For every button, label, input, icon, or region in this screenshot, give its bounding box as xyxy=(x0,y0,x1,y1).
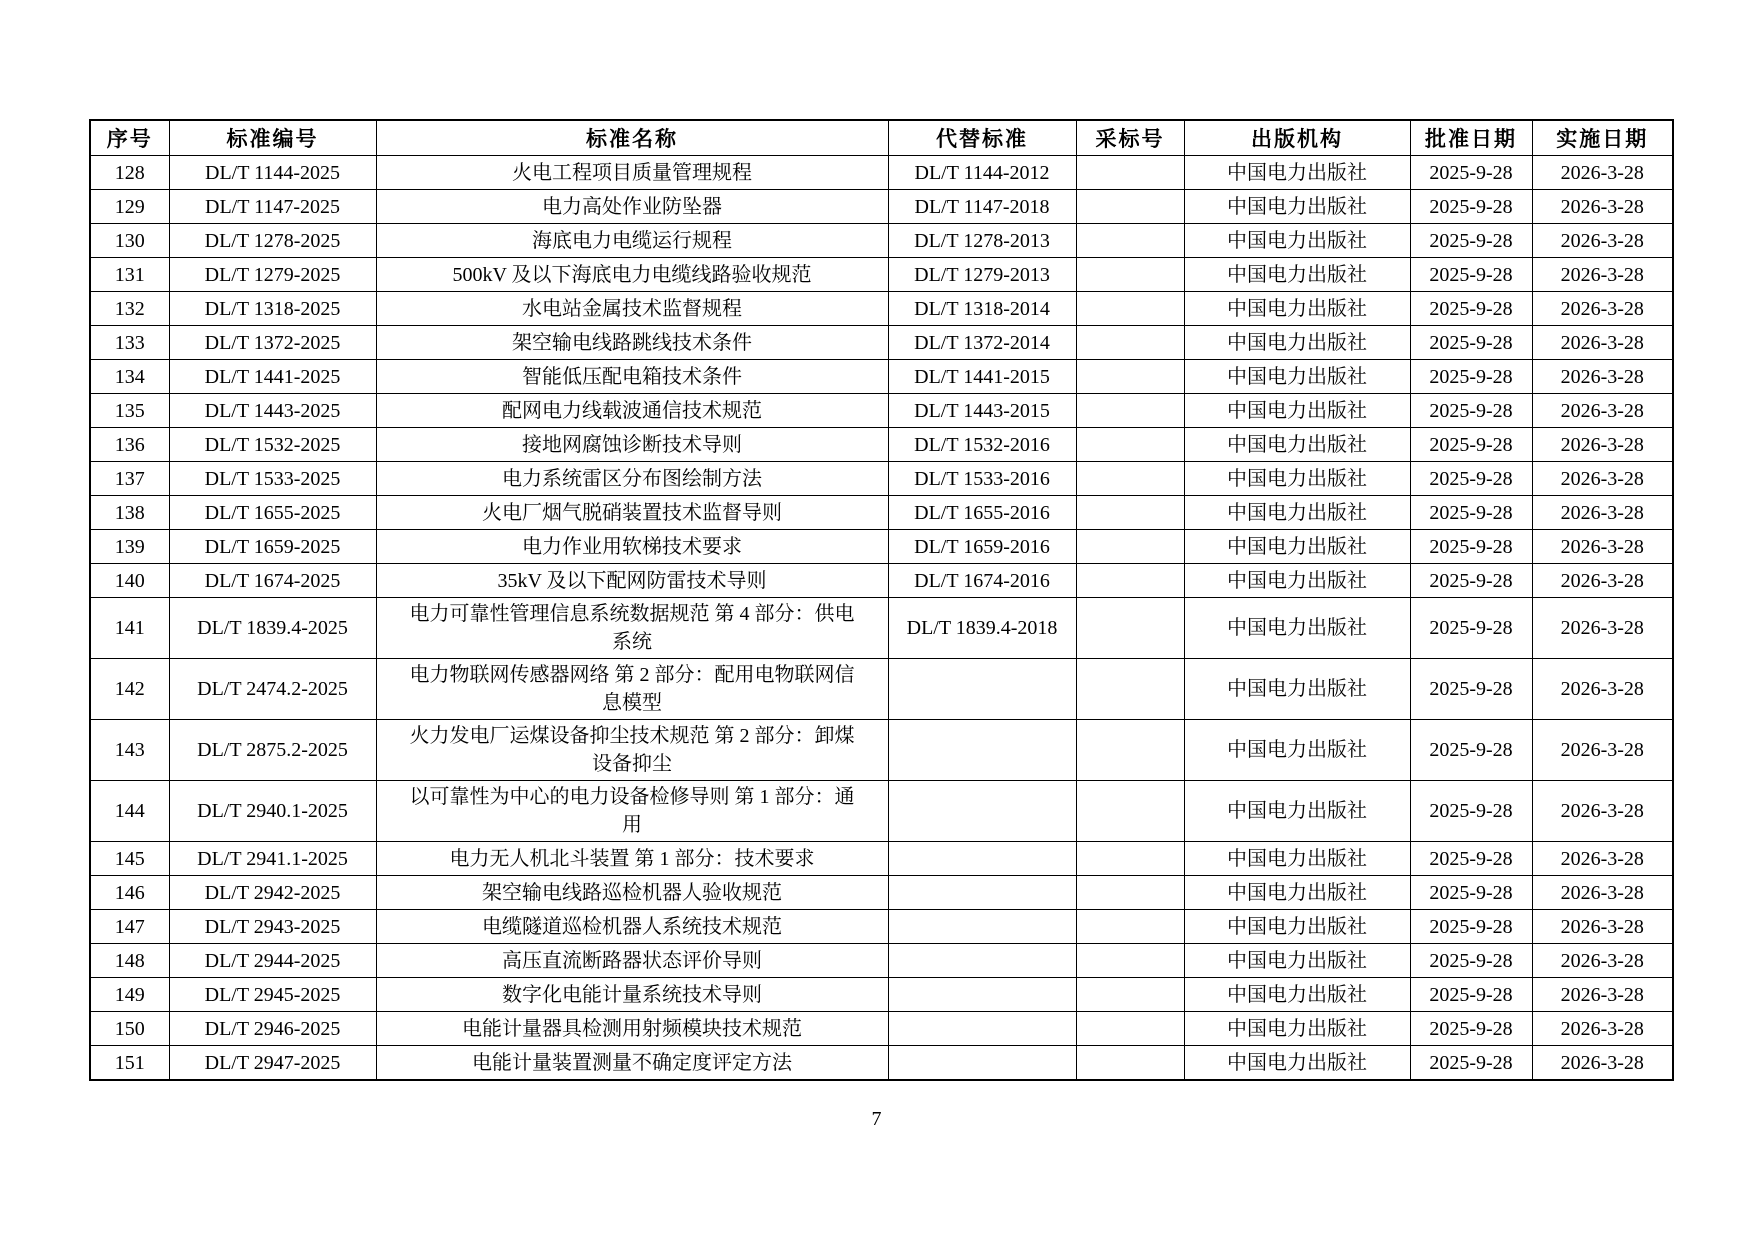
table-row xyxy=(90,326,1673,360)
cell-adopted xyxy=(1076,944,1184,978)
cell-no: 138 xyxy=(90,496,169,530)
cell-name: 架空输电线路巡检机器人验收规范 xyxy=(376,876,888,910)
cell-code: DL/T 2944-2025 xyxy=(169,944,376,978)
cell-approved: 2025-9-28 xyxy=(1410,910,1532,944)
cell-adopted xyxy=(1076,781,1184,842)
cell-name: 电能计量器具检测用射频模块技术规范 xyxy=(376,1012,888,1046)
cell-adopted xyxy=(1076,842,1184,876)
cell-approved: 2025-9-28 xyxy=(1410,530,1532,564)
table-row xyxy=(90,258,1673,292)
cell-name: 海底电力电缆运行规程 xyxy=(376,224,888,258)
cell-code: DL/T 1144-2025 xyxy=(169,156,376,190)
column-header-publisher: 出版机构 xyxy=(1184,120,1410,156)
cell-publisher: 中国电力出版社 xyxy=(1184,156,1410,190)
cell-approved: 2025-9-28 xyxy=(1410,394,1532,428)
cell-effective: 2026-3-28 xyxy=(1532,910,1673,944)
cell-code: DL/T 1674-2025 xyxy=(169,564,376,598)
cell-replaces xyxy=(888,720,1076,781)
cell-effective: 2026-3-28 xyxy=(1532,876,1673,910)
cell-publisher: 中国电力出版社 xyxy=(1184,564,1410,598)
cell-no: 151 xyxy=(90,1046,169,1081)
cell-replaces: DL/T 1532-2016 xyxy=(888,428,1076,462)
cell-publisher: 中国电力出版社 xyxy=(1184,720,1410,781)
cell-publisher: 中国电力出版社 xyxy=(1184,224,1410,258)
cell-adopted xyxy=(1076,190,1184,224)
cell-adopted xyxy=(1076,978,1184,1012)
cell-publisher: 中国电力出版社 xyxy=(1184,326,1410,360)
cell-no: 131 xyxy=(90,258,169,292)
cell-adopted xyxy=(1076,564,1184,598)
column-header-adopted: 采标号 xyxy=(1076,120,1184,156)
cell-code: DL/T 1372-2025 xyxy=(169,326,376,360)
cell-no: 143 xyxy=(90,720,169,781)
cell-code: DL/T 1533-2025 xyxy=(169,462,376,496)
cell-name: 智能低压配电箱技术条件 xyxy=(376,360,888,394)
cell-code: DL/T 2941.1-2025 xyxy=(169,842,376,876)
cell-approved: 2025-9-28 xyxy=(1410,360,1532,394)
cell-code: DL/T 2947-2025 xyxy=(169,1046,376,1081)
cell-effective: 2026-3-28 xyxy=(1532,428,1673,462)
cell-adopted xyxy=(1076,496,1184,530)
cell-replaces: DL/T 1279-2013 xyxy=(888,258,1076,292)
cell-adopted xyxy=(1076,1012,1184,1046)
cell-effective: 2026-3-28 xyxy=(1532,156,1673,190)
cell-replaces: DL/T 1144-2012 xyxy=(888,156,1076,190)
table-row xyxy=(90,292,1673,326)
cell-replaces: DL/T 1372-2014 xyxy=(888,326,1076,360)
cell-name: 数字化电能计量系统技术导则 xyxy=(376,978,888,1012)
cell-code: DL/T 1659-2025 xyxy=(169,530,376,564)
cell-name: 架空输电线路跳线技术条件 xyxy=(376,326,888,360)
cell-no: 133 xyxy=(90,326,169,360)
page-number: 7 xyxy=(871,1108,882,1130)
cell-adopted xyxy=(1076,659,1184,720)
cell-publisher: 中国电力出版社 xyxy=(1184,496,1410,530)
cell-name: 电力物联网传感器网络 第 2 部分：配用电物联网信息模型 xyxy=(376,659,888,720)
cell-effective: 2026-3-28 xyxy=(1532,292,1673,326)
cell-effective: 2026-3-28 xyxy=(1532,462,1673,496)
cell-effective: 2026-3-28 xyxy=(1532,258,1673,292)
cell-replaces xyxy=(888,978,1076,1012)
table-row xyxy=(90,360,1673,394)
cell-effective: 2026-3-28 xyxy=(1532,781,1673,842)
cell-approved: 2025-9-28 xyxy=(1410,978,1532,1012)
cell-publisher: 中国电力出版社 xyxy=(1184,598,1410,659)
column-header-effective: 实施日期 xyxy=(1532,120,1673,156)
cell-publisher: 中国电力出版社 xyxy=(1184,781,1410,842)
table-body xyxy=(90,156,1673,1081)
cell-adopted xyxy=(1076,428,1184,462)
cell-effective: 2026-3-28 xyxy=(1532,598,1673,659)
table-row xyxy=(90,1046,1673,1081)
cell-name: 火电厂烟气脱硝装置技术监督导则 xyxy=(376,496,888,530)
cell-adopted xyxy=(1076,462,1184,496)
cell-name: 电力系统雷区分布图绘制方法 xyxy=(376,462,888,496)
cell-publisher: 中国电力出版社 xyxy=(1184,978,1410,1012)
cell-code: DL/T 1278-2025 xyxy=(169,224,376,258)
cell-effective: 2026-3-28 xyxy=(1532,1012,1673,1046)
cell-publisher: 中国电力出版社 xyxy=(1184,394,1410,428)
table-row xyxy=(90,564,1673,598)
cell-effective: 2026-3-28 xyxy=(1532,394,1673,428)
cell-no: 144 xyxy=(90,781,169,842)
cell-no: 130 xyxy=(90,224,169,258)
cell-adopted xyxy=(1076,156,1184,190)
cell-name: 火力发电厂运煤设备抑尘技术规范 第 2 部分：卸煤设备抑尘 xyxy=(376,720,888,781)
cell-publisher: 中国电力出版社 xyxy=(1184,530,1410,564)
cell-approved: 2025-9-28 xyxy=(1410,781,1532,842)
cell-replaces: DL/T 1533-2016 xyxy=(888,462,1076,496)
cell-approved: 2025-9-28 xyxy=(1410,944,1532,978)
cell-replaces xyxy=(888,1046,1076,1081)
table-row xyxy=(90,876,1673,910)
cell-name: 电力高处作业防坠器 xyxy=(376,190,888,224)
table-row xyxy=(90,394,1673,428)
cell-replaces: DL/T 1278-2013 xyxy=(888,224,1076,258)
cell-effective: 2026-3-28 xyxy=(1532,326,1673,360)
cell-replaces: DL/T 1443-2015 xyxy=(888,394,1076,428)
cell-no: 148 xyxy=(90,944,169,978)
cell-name: 水电站金属技术监督规程 xyxy=(376,292,888,326)
cell-replaces xyxy=(888,781,1076,842)
cell-code: DL/T 1655-2025 xyxy=(169,496,376,530)
cell-publisher: 中国电力出版社 xyxy=(1184,876,1410,910)
cell-no: 145 xyxy=(90,842,169,876)
cell-effective: 2026-3-28 xyxy=(1532,360,1673,394)
cell-name: 接地网腐蚀诊断技术导则 xyxy=(376,428,888,462)
cell-code: DL/T 1279-2025 xyxy=(169,258,376,292)
cell-publisher: 中国电力出版社 xyxy=(1184,292,1410,326)
cell-approved: 2025-9-28 xyxy=(1410,428,1532,462)
cell-no: 141 xyxy=(90,598,169,659)
table-row xyxy=(90,156,1673,190)
cell-no: 137 xyxy=(90,462,169,496)
cell-replaces xyxy=(888,659,1076,720)
cell-replaces xyxy=(888,944,1076,978)
cell-approved: 2025-9-28 xyxy=(1410,190,1532,224)
cell-approved: 2025-9-28 xyxy=(1410,156,1532,190)
cell-replaces xyxy=(888,842,1076,876)
cell-publisher: 中国电力出版社 xyxy=(1184,910,1410,944)
column-header-replaces: 代替标准 xyxy=(888,120,1076,156)
cell-replaces: DL/T 1441-2015 xyxy=(888,360,1076,394)
cell-effective: 2026-3-28 xyxy=(1532,1046,1673,1081)
table-row xyxy=(90,910,1673,944)
table-row xyxy=(90,496,1673,530)
cell-name: 电力无人机北斗装置 第 1 部分：技术要求 xyxy=(376,842,888,876)
cell-adopted xyxy=(1076,530,1184,564)
cell-adopted xyxy=(1076,394,1184,428)
column-header-approved: 批准日期 xyxy=(1410,120,1532,156)
cell-publisher: 中国电力出版社 xyxy=(1184,1046,1410,1081)
table-row xyxy=(90,1012,1673,1046)
table-row xyxy=(90,720,1673,781)
cell-no: 134 xyxy=(90,360,169,394)
cell-publisher: 中国电力出版社 xyxy=(1184,659,1410,720)
cell-effective: 2026-3-28 xyxy=(1532,842,1673,876)
cell-no: 135 xyxy=(90,394,169,428)
cell-approved: 2025-9-28 xyxy=(1410,462,1532,496)
cell-code: DL/T 2875.2-2025 xyxy=(169,720,376,781)
cell-effective: 2026-3-28 xyxy=(1532,564,1673,598)
cell-name: 500kV 及以下海底电力电缆线路验收规范 xyxy=(376,258,888,292)
table-row xyxy=(90,944,1673,978)
cell-no: 129 xyxy=(90,190,169,224)
cell-replaces xyxy=(888,910,1076,944)
cell-name: 电缆隧道巡检机器人系统技术规范 xyxy=(376,910,888,944)
cell-code: DL/T 2943-2025 xyxy=(169,910,376,944)
cell-name: 35kV 及以下配网防雷技术导则 xyxy=(376,564,888,598)
cell-publisher: 中国电力出版社 xyxy=(1184,258,1410,292)
cell-no: 136 xyxy=(90,428,169,462)
cell-replaces: DL/T 1674-2016 xyxy=(888,564,1076,598)
column-header-name: 标准名称 xyxy=(376,120,888,156)
cell-effective: 2026-3-28 xyxy=(1532,496,1673,530)
cell-adopted xyxy=(1076,224,1184,258)
cell-replaces xyxy=(888,876,1076,910)
cell-replaces: DL/T 1318-2014 xyxy=(888,292,1076,326)
cell-adopted xyxy=(1076,876,1184,910)
table-header-row xyxy=(90,120,1673,156)
column-header-code: 标准编号 xyxy=(169,120,376,156)
cell-publisher: 中国电力出版社 xyxy=(1184,360,1410,394)
cell-publisher: 中国电力出版社 xyxy=(1184,944,1410,978)
cell-adopted xyxy=(1076,720,1184,781)
table-row xyxy=(90,598,1673,659)
cell-effective: 2026-3-28 xyxy=(1532,944,1673,978)
cell-effective: 2026-3-28 xyxy=(1532,224,1673,258)
cell-code: DL/T 1441-2025 xyxy=(169,360,376,394)
table-row xyxy=(90,190,1673,224)
cell-approved: 2025-9-28 xyxy=(1410,224,1532,258)
table-row xyxy=(90,428,1673,462)
column-header-no: 序号 xyxy=(90,120,169,156)
cell-no: 132 xyxy=(90,292,169,326)
cell-no: 139 xyxy=(90,530,169,564)
cell-code: DL/T 2474.2-2025 xyxy=(169,659,376,720)
table-row xyxy=(90,978,1673,1012)
cell-replaces: DL/T 1659-2016 xyxy=(888,530,1076,564)
cell-adopted xyxy=(1076,598,1184,659)
cell-approved: 2025-9-28 xyxy=(1410,876,1532,910)
table-row xyxy=(90,462,1673,496)
cell-effective: 2026-3-28 xyxy=(1532,978,1673,1012)
cell-replaces: DL/T 1147-2018 xyxy=(888,190,1076,224)
cell-approved: 2025-9-28 xyxy=(1410,598,1532,659)
cell-adopted xyxy=(1076,258,1184,292)
cell-code: DL/T 1318-2025 xyxy=(169,292,376,326)
cell-effective: 2026-3-28 xyxy=(1532,720,1673,781)
cell-approved: 2025-9-28 xyxy=(1410,496,1532,530)
cell-code: DL/T 2945-2025 xyxy=(169,978,376,1012)
cell-no: 146 xyxy=(90,876,169,910)
cell-effective: 2026-3-28 xyxy=(1532,659,1673,720)
cell-name: 火电工程项目质量管理规程 xyxy=(376,156,888,190)
cell-code: DL/T 1147-2025 xyxy=(169,190,376,224)
cell-no: 149 xyxy=(90,978,169,1012)
cell-effective: 2026-3-28 xyxy=(1532,190,1673,224)
cell-code: DL/T 2946-2025 xyxy=(169,1012,376,1046)
cell-code: DL/T 1839.4-2025 xyxy=(169,598,376,659)
cell-publisher: 中国电力出版社 xyxy=(1184,842,1410,876)
cell-approved: 2025-9-28 xyxy=(1410,842,1532,876)
cell-no: 147 xyxy=(90,910,169,944)
table-row xyxy=(90,224,1673,258)
cell-replaces: DL/T 1839.4-2018 xyxy=(888,598,1076,659)
cell-adopted xyxy=(1076,910,1184,944)
cell-approved: 2025-9-28 xyxy=(1410,292,1532,326)
cell-adopted xyxy=(1076,360,1184,394)
cell-adopted xyxy=(1076,326,1184,360)
standards-table xyxy=(89,119,1674,1081)
cell-approved: 2025-9-28 xyxy=(1410,258,1532,292)
cell-name: 电力作业用软梯技术要求 xyxy=(376,530,888,564)
cell-approved: 2025-9-28 xyxy=(1410,564,1532,598)
table-row xyxy=(90,530,1673,564)
cell-replaces xyxy=(888,1012,1076,1046)
cell-name: 电能计量装置测量不确定度评定方法 xyxy=(376,1046,888,1081)
cell-name: 以可靠性为中心的电力设备检修导则 第 1 部分：通用 xyxy=(376,781,888,842)
cell-no: 140 xyxy=(90,564,169,598)
cell-approved: 2025-9-28 xyxy=(1410,720,1532,781)
cell-name: 高压直流断路器状态评价导则 xyxy=(376,944,888,978)
cell-effective: 2026-3-28 xyxy=(1532,530,1673,564)
cell-approved: 2025-9-28 xyxy=(1410,1046,1532,1081)
cell-publisher: 中国电力出版社 xyxy=(1184,190,1410,224)
cell-name: 电力可靠性管理信息系统数据规范 第 4 部分：供电系统 xyxy=(376,598,888,659)
cell-code: DL/T 2940.1-2025 xyxy=(169,781,376,842)
cell-approved: 2025-9-28 xyxy=(1410,326,1532,360)
cell-adopted xyxy=(1076,1046,1184,1081)
table-row xyxy=(90,781,1673,842)
cell-name: 配网电力线载波通信技术规范 xyxy=(376,394,888,428)
cell-no: 142 xyxy=(90,659,169,720)
cell-code: DL/T 2942-2025 xyxy=(169,876,376,910)
table-row xyxy=(90,842,1673,876)
cell-adopted xyxy=(1076,292,1184,326)
cell-publisher: 中国电力出版社 xyxy=(1184,1012,1410,1046)
cell-replaces: DL/T 1655-2016 xyxy=(888,496,1076,530)
table-row xyxy=(90,659,1673,720)
cell-code: DL/T 1443-2025 xyxy=(169,394,376,428)
cell-approved: 2025-9-28 xyxy=(1410,1012,1532,1046)
cell-publisher: 中国电力出版社 xyxy=(1184,428,1410,462)
cell-no: 150 xyxy=(90,1012,169,1046)
cell-code: DL/T 1532-2025 xyxy=(169,428,376,462)
cell-no: 128 xyxy=(90,156,169,190)
cell-approved: 2025-9-28 xyxy=(1410,659,1532,720)
cell-publisher: 中国电力出版社 xyxy=(1184,462,1410,496)
